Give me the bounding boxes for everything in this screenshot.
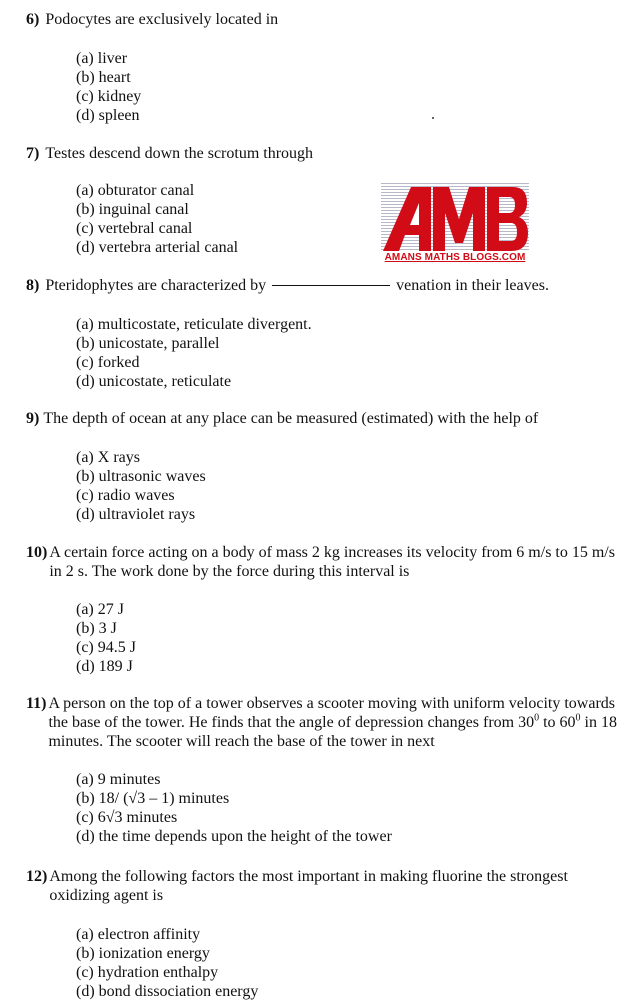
options-list xyxy=(26,49,628,125)
question-7 xyxy=(26,144,628,257)
watermark-text: AMANS MATHS BLOGS.COM xyxy=(384,252,526,263)
question-text-before-blank: Pteridophytes are characterized by xyxy=(45,277,267,294)
option-a: (a) X rays xyxy=(76,449,140,466)
option-b: (b) ultrasonic waves xyxy=(76,468,206,485)
question-text-after-blank: venation in their leaves. xyxy=(396,277,549,294)
option-d: (d) ultraviolet rays xyxy=(76,506,196,523)
question-text: Podocytes are exclusively located in xyxy=(45,11,279,28)
option-d: (d) vertebra arterial canal xyxy=(76,239,239,256)
question-number: 6) xyxy=(26,11,40,28)
question-number: 11) xyxy=(26,695,47,712)
question-8 xyxy=(26,276,628,391)
option-a: (a) 9 minutes xyxy=(76,771,161,788)
options-list xyxy=(26,925,628,1001)
option-c: (c) 6√3 minutes xyxy=(76,809,178,826)
options-list xyxy=(26,600,628,676)
option-d: (d) bond dissociation energy xyxy=(76,983,259,1000)
question-text-part: to 60 xyxy=(539,714,576,731)
question-10 xyxy=(26,543,628,676)
question-12 xyxy=(26,867,628,1001)
options-list xyxy=(26,315,628,391)
option-c: (c) kidney xyxy=(76,88,142,105)
question-text: A certain force acting on a body of mass 2 kg increases its velocity from 6 m/s to 15 m/s in 2 s. The work done by the force during this interval is xyxy=(49,544,615,580)
option-b: (b) 3 J xyxy=(76,620,117,637)
question-number: 8) xyxy=(26,277,40,294)
option-a: (a) 27 J xyxy=(76,601,124,618)
options-list xyxy=(26,770,628,846)
question-11 xyxy=(26,694,628,846)
option-d: (d) unicostate, reticulate xyxy=(76,373,232,390)
option-a: (a) electron affinity xyxy=(76,926,201,943)
question-number: 7) xyxy=(26,145,40,162)
question-number: 9) xyxy=(26,410,40,427)
option-a: (a) multicostate, reticulate divergent. xyxy=(76,316,312,333)
option-b: (b) 18/ (√3 – 1) minutes xyxy=(76,790,230,807)
question-number: 10) xyxy=(26,544,48,561)
question-text: Testes descend down the scrotum through xyxy=(45,145,314,162)
question-text: Among the following factors the most important in making fluorine the strongest oxidizing agent is xyxy=(49,868,568,904)
question-text xyxy=(45,276,628,295)
option-a: (a) obturator canal xyxy=(76,182,195,199)
option-c: (c) 94.5 J xyxy=(76,639,136,656)
question-text-part: A person on the top of a tower observes a scooter moving with uniform velocity towards the base of the tower. He finds that the angle of depression changes from 30 xyxy=(48,695,615,731)
option-c: (c) hydration enthalpy xyxy=(76,964,219,981)
options-list xyxy=(26,448,628,524)
options-list xyxy=(26,181,628,257)
option-d: (d) spleen xyxy=(76,107,140,124)
degree-superscript: 0 xyxy=(575,712,581,724)
question-number: 12) xyxy=(26,868,48,885)
question-text-part: in 18 minutes. The scooter will reach the base of the tower in next xyxy=(48,714,617,750)
option-c: (c) forked xyxy=(76,354,140,371)
option-a: (a) liver xyxy=(76,50,128,67)
fill-in-blank xyxy=(272,285,390,286)
question-6 xyxy=(26,10,628,125)
option-b: (b) heart xyxy=(76,69,131,86)
question-text xyxy=(48,694,628,751)
option-b: (b) ionization energy xyxy=(76,945,210,962)
option-b: (b) inguinal canal xyxy=(76,201,189,218)
question-9 xyxy=(26,409,628,524)
degree-superscript: 0 xyxy=(534,712,540,724)
option-c: (c) radio waves xyxy=(76,487,175,504)
speck-dot xyxy=(432,117,434,119)
option-c: (c) vertebral canal xyxy=(76,220,193,237)
option-b: (b) unicostate, parallel xyxy=(76,335,220,352)
option-d: (d) the time depends upon the height of the tower xyxy=(76,828,392,845)
option-d: (d) 189 J xyxy=(76,658,133,675)
question-text: The depth of ocean at any place can be measured (estimated) with the help of xyxy=(43,410,539,427)
